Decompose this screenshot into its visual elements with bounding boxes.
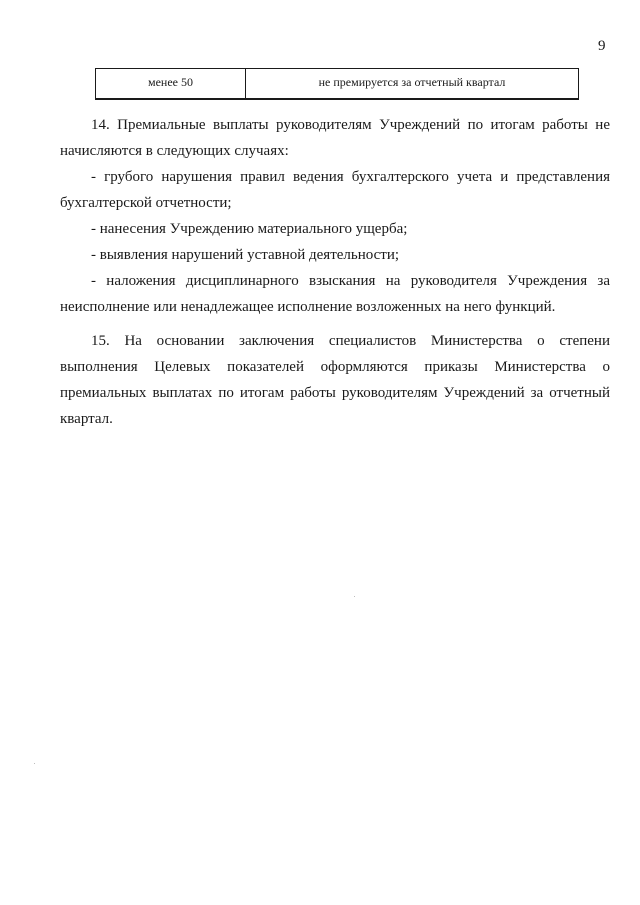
section-14-item-4: - наложения дисциплинарного взыскания на руководителя Учреждения за неисполнение или ненадлежащее исполнение возложенных на него функций. — [60, 273, 610, 315]
scan-speck — [354, 596, 355, 597]
section-14-heading: 14. Премиальные выплаты руководителям Учреждений по итогам работы не начисляются в следующих случаях: — [60, 117, 610, 159]
document-body — [60, 112, 610, 432]
page-number: 9 — [598, 38, 606, 54]
table-cell-value: менее 50 — [96, 69, 246, 98]
table-cell-result: не премируется за отчетный квартал — [318, 75, 506, 89]
premium-table — [95, 68, 579, 100]
section-14-item-2: - нанесения Учреждению материального ущерба; — [91, 221, 408, 237]
section-15-paragraph: 15. На основании заключения специалистов Министерства о степени выполнения Целевых показателей оформляются приказы Министерства о премиальных выплатах по итогам работы руководителям Учреждений за отчетный квартал. — [60, 333, 610, 427]
section-14-item-1: - грубого нарушения правил ведения бухгалтерского учета и представления бухгалтерской отчетности; — [60, 169, 610, 211]
section-14-item-3: - выявления нарушений уставной деятельности; — [91, 247, 400, 263]
scan-speck — [34, 763, 35, 764]
